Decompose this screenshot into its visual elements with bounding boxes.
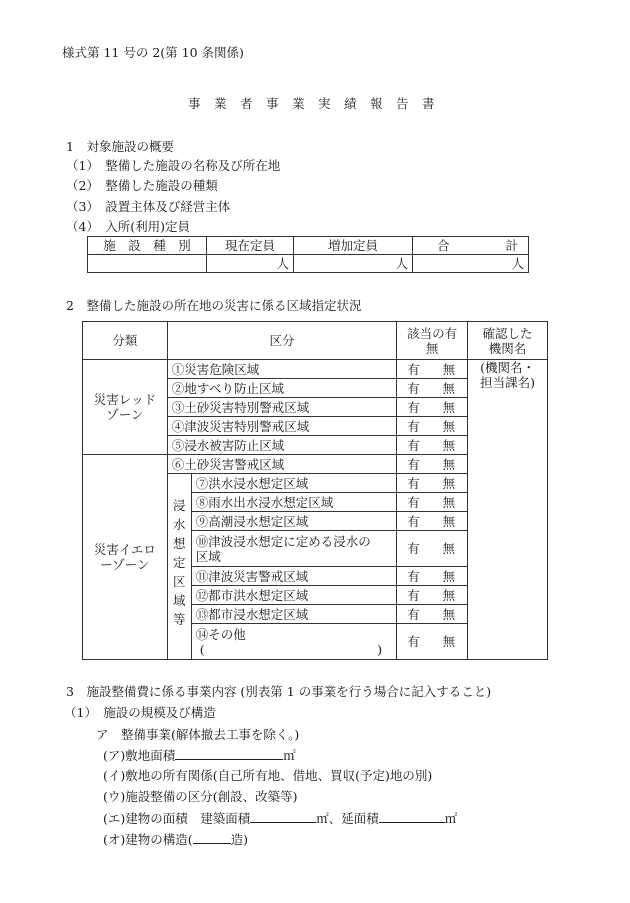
section1-item: （2） 整備した施設の種類 (66, 178, 218, 193)
increase-capacity-cell[interactable]: 人 (294, 255, 413, 273)
header-applicable-l2: 無 (425, 340, 439, 356)
yes-option[interactable]: 有 (407, 494, 420, 510)
no-option[interactable]: 無 (442, 399, 456, 415)
section1-heading: 1 対象施設の概要 (66, 139, 174, 154)
yes-option[interactable]: 有 (407, 361, 420, 377)
header-applicable-l1: 該当の有 (407, 325, 458, 341)
unit-m2: ㎡ (316, 811, 329, 826)
section1-item: （4） 入所(利用)定員 (66, 219, 190, 234)
yes-option[interactable]: 有 (407, 399, 420, 415)
total-capacity-cell[interactable]: 人 (413, 255, 529, 273)
paren-close: ) (377, 641, 383, 657)
capacity-table (87, 236, 529, 273)
yes-option[interactable]: 有 (407, 587, 420, 603)
inundation-char: 区 (173, 574, 186, 589)
header-agency-l1: 確認した (482, 325, 533, 341)
page-title: 事 業 者 事 業 実 績 報 告 書 (188, 96, 436, 111)
no-option[interactable]: 無 (442, 606, 456, 622)
row14-l1: ⑭その他 (195, 626, 246, 642)
inundation-char: 定 (173, 555, 186, 570)
yes-option[interactable]: 有 (407, 475, 420, 491)
zone-row-other[interactable] (191, 624, 396, 660)
yes-no-cell[interactable] (397, 605, 468, 624)
red-zone-label (83, 360, 168, 455)
section3-sub-a: ア 整備事業(解体撤去工事を除く。) (96, 727, 300, 742)
no-option[interactable]: 無 (442, 456, 456, 472)
site-area-label: (ア)敷地面積 (103, 748, 176, 763)
header-current-capacity: 現在定員 (207, 237, 294, 255)
yes-no-cell[interactable] (397, 398, 468, 417)
yellow-zone-l1: 災害イエロ (93, 542, 156, 557)
unit-m2: ㎡ (283, 748, 296, 763)
zone-row (191, 531, 396, 567)
header-division: 区分 (167, 322, 396, 360)
paren-open: ( (199, 641, 205, 657)
yes-no-cell[interactable] (397, 360, 468, 379)
site-area-field[interactable] (175, 747, 283, 760)
inundation-char: 浸 (173, 498, 186, 513)
no-option[interactable]: 無 (442, 437, 456, 453)
zone-row: ⑫都市洪水想定区域 (191, 586, 396, 605)
item-structure (103, 831, 248, 848)
inundation-group-label (167, 474, 191, 660)
no-option[interactable]: 無 (442, 587, 456, 603)
header-category: 分類 (83, 322, 168, 360)
zone-row: ②地すべり防止区域 (167, 379, 396, 398)
header-increase-capacity: 増加定員 (294, 237, 413, 255)
form-number: 様式第 11 号の 2(第 10 条関係) (62, 45, 244, 60)
building-area-label: (エ)建物の面積 建築面積 (103, 811, 251, 826)
yes-no-cell[interactable] (397, 379, 468, 398)
structure-label: (オ)建物の構造( (103, 832, 193, 847)
unit-m2: ㎡ (444, 811, 458, 826)
zone-row: ⑬都市浸水想定区域 (191, 605, 396, 624)
zone-row: ③土砂災害特別警戒区域 (167, 398, 396, 417)
zone-row: ④津波災害特別警戒区域 (167, 417, 396, 436)
zone-row: ⑥土砂災害警戒区域 (167, 455, 396, 474)
yes-option[interactable]: 有 (407, 456, 420, 472)
yellow-zone-label (83, 455, 168, 660)
no-option[interactable]: 無 (442, 361, 456, 377)
header-total-b: 計 (505, 238, 518, 253)
header-total-a: 合 (437, 238, 450, 253)
section1-item: （3） 設置主体及び経営主体 (66, 199, 231, 214)
inundation-char: 域 (173, 593, 186, 608)
zone-row: ①災害危険区域 (167, 360, 396, 379)
inundation-char: 想 (173, 536, 186, 551)
yes-no-cell[interactable] (397, 512, 468, 531)
yes-no-cell[interactable] (397, 493, 468, 512)
zone-row: ⑤浸水被害防止区域 (167, 436, 396, 455)
current-capacity-cell[interactable]: 人 (207, 255, 294, 273)
header-agency (468, 322, 548, 360)
yes-option[interactable]: 有 (407, 541, 420, 556)
yes-no-cell[interactable] (397, 474, 468, 493)
item-construction-type: (ウ)施設整備の区分(創設、改築等) (103, 789, 298, 804)
red-zone-l2: ゾーン (106, 407, 144, 422)
structure-suffix: 造) (230, 832, 249, 847)
section3-sub1: （1） 施設の規模及び構造 (64, 705, 216, 720)
floor-area-label: 、延面積 (328, 811, 379, 826)
agency-note-l1: (機関名・ (480, 360, 535, 375)
header-facility-type: 施 設 種 別 (88, 237, 207, 255)
no-option[interactable]: 無 (442, 494, 456, 510)
zone-row: ⑨高潮浸水想定区域 (191, 512, 396, 531)
disaster-zone-table (82, 321, 548, 660)
yes-no-cell[interactable] (397, 531, 468, 567)
item-site-area (103, 747, 296, 764)
section1-item: （1） 整備した施設の名称及び所在地 (66, 158, 281, 173)
no-option[interactable]: 無 (442, 541, 456, 556)
zone-row: ⑧雨水出水浸水想定区域 (191, 493, 396, 512)
yes-no-cell[interactable] (397, 624, 468, 660)
no-option[interactable]: 無 (442, 568, 456, 584)
row10-l1: ⑩津波浸水想定に定める浸水の (195, 533, 371, 549)
yes-option[interactable]: 有 (407, 606, 420, 622)
no-option[interactable]: 無 (442, 513, 456, 529)
yes-no-cell[interactable] (397, 417, 468, 436)
yes-option[interactable]: 有 (407, 568, 420, 584)
yes-option[interactable]: 有 (407, 418, 420, 434)
inundation-char: 水 (173, 517, 186, 532)
yes-no-cell[interactable] (397, 586, 468, 605)
yes-option[interactable]: 有 (407, 513, 420, 529)
agency-cell[interactable] (468, 360, 548, 660)
yes-option[interactable]: 有 (407, 380, 420, 396)
inundation-char: 等 (173, 612, 186, 627)
item-building-area (103, 810, 457, 827)
building-area-field[interactable] (250, 810, 316, 823)
yes-no-cell[interactable] (397, 567, 468, 586)
zone-row: ⑪津波災害警戒区域 (191, 567, 396, 586)
structure-field[interactable] (193, 831, 231, 844)
section2-heading: 2 整備した施設の所在地の災害に係る区域指定状況 (66, 298, 362, 313)
yes-no-cell[interactable] (397, 436, 468, 455)
no-option[interactable]: 無 (442, 475, 456, 491)
yes-option[interactable]: 有 (407, 634, 420, 649)
yes-option[interactable]: 有 (407, 437, 420, 453)
facility-type-cell[interactable] (88, 255, 207, 273)
floor-area-field[interactable] (379, 810, 445, 823)
row10-l2: 区域 (195, 548, 221, 564)
agency-note-l2: 担当課名) (480, 375, 535, 390)
zone-row: ⑦洪水浸水想定区域 (191, 474, 396, 493)
red-zone-l1: 災害レッド (93, 392, 157, 407)
header-total (413, 237, 529, 255)
no-option[interactable]: 無 (442, 418, 456, 434)
section3-heading: 3 施設整備費に係る事業内容 (別表第 1 の事業を行う場合に記入すること) (66, 684, 492, 699)
yellow-zone-l2: ーゾーン (100, 557, 150, 572)
header-agency-l2: 機関名 (488, 340, 527, 356)
no-option[interactable]: 無 (442, 634, 456, 649)
no-option[interactable]: 無 (442, 380, 456, 396)
header-applicable (397, 322, 468, 360)
item-land-ownership: (イ)敷地の所有関係(自己所有地、借地、買収(予定)地の別) (103, 768, 433, 783)
yes-no-cell[interactable] (397, 455, 468, 474)
